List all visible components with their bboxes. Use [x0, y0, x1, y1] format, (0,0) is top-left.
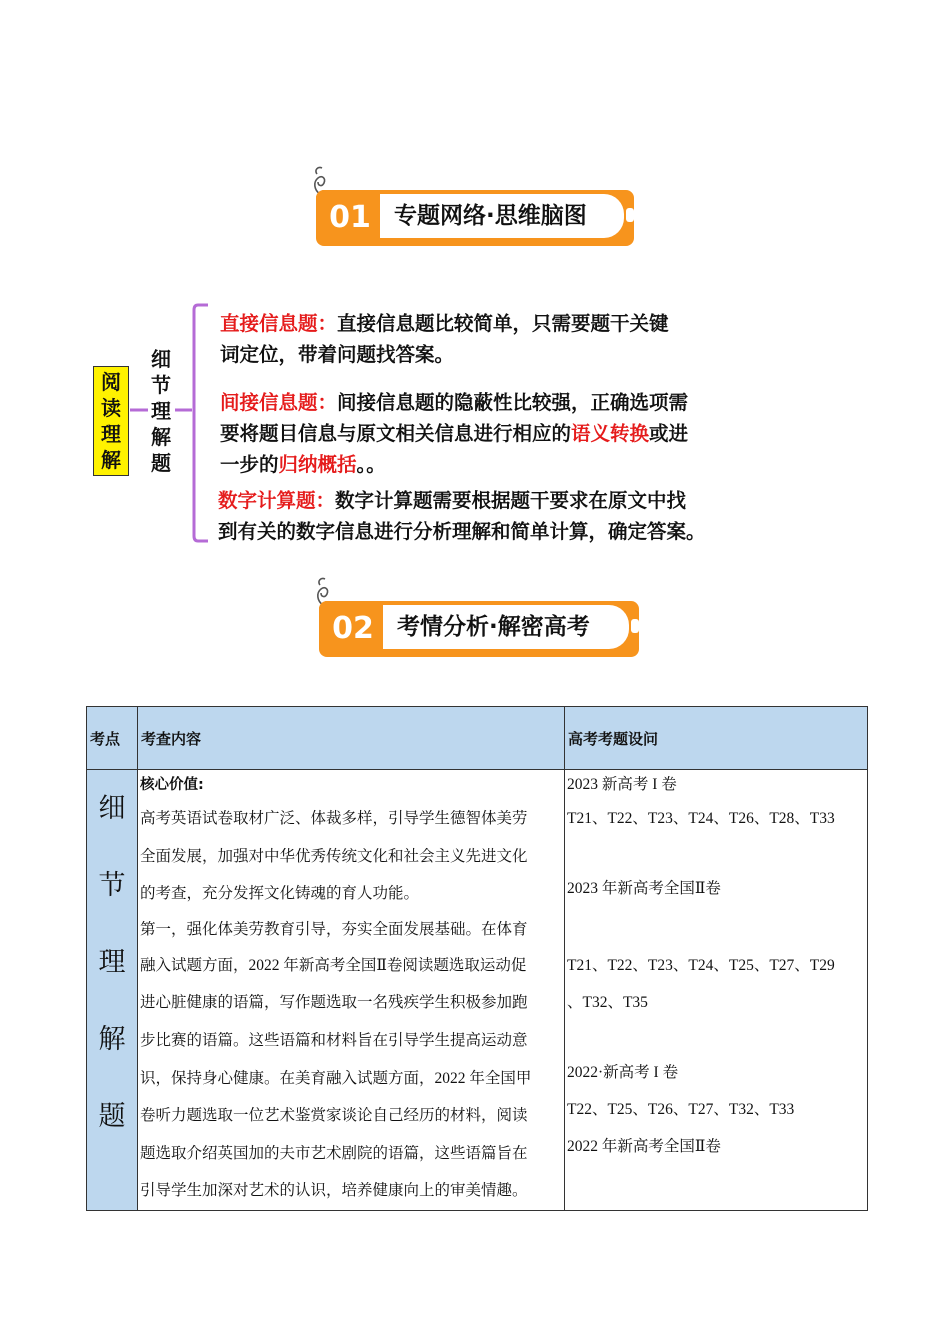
- highlight-term: 归纳概括: [278, 453, 357, 476]
- header-cell: 高考考题设问: [565, 707, 868, 770]
- section-title: 专题网络·思维脑图: [380, 194, 624, 238]
- header-cell: 考点: [87, 707, 138, 770]
- kaodian-cell: 细 节 理 解 题: [87, 770, 138, 1211]
- questions-cell: 2023 新高考 I 卷 T21、T22、T23、T24、T26、T28、T33 2023 年新高考全国Ⅱ卷 T21、T22、T23、T24、T25、T27、T29 、T32、T35 2022·新高考 I 卷 T22、T25、T26、T27、T32、T33 2022 年新高考全国Ⅱ卷: [565, 770, 868, 1211]
- mindmap-branch: 细 节 理 解 题: [151, 347, 171, 475]
- mindmap-item-direct: 直接信息题：直接信息题比较简单，只需要题干关键 词定位，带着问题找答案。: [220, 312, 669, 366]
- section-number: 02: [319, 601, 387, 653]
- mindmap-item-numeric: 数字计算题：数字计算题需要根据题干要求在原文中找 到有关的数字信息进行分析理解和简单计算，确定答案。: [218, 489, 706, 543]
- content-cell: 核心价值: 高考英语试卷取材广泛、体裁多样，引导学生德智体美劳 全面发展，加强对中华优秀传统文化和社会主义先进文化 的考查，充分发挥文化铸魂的育人功能。 第一，强化体美劳教育引导，夯实全面发展基础。在体育 融入试题方面，2022 年新高考全国Ⅱ卷阅读题选取运动促 进心脏健康的语篇，写作题选取一名残疾学生积极参加跑 步比赛的语篇。这些语篇和材料旨在引导学生提高运动意 识，保持身心健康。在美育融入试题方面，2022 年全国甲 卷听力题选取一位艺术鉴赏家谈论自己经历的材料，阅读 题选取介绍英国加的夫市艺术剧院的语篇，这些语篇旨在 引导学生加深对艺术的认识，培养健康向上的审美情趣。: [138, 770, 565, 1211]
- table-header-row: [87, 707, 868, 770]
- item-term: 直接信息题：: [220, 312, 338, 335]
- exam-analysis-table: [86, 706, 868, 1211]
- section-number: 01: [316, 190, 384, 242]
- mindmap-root: 阅 读 理 解: [93, 366, 129, 476]
- item-term: 间接信息题：: [220, 391, 338, 414]
- table-row: [87, 770, 868, 1211]
- content-title: 核心价值:: [140, 777, 204, 793]
- header-cell: 考查内容: [138, 707, 565, 770]
- section-banner-mindmap: [316, 190, 634, 246]
- mindmap-item-indirect: 间接信息题：间接信息题的隐蔽性比较强，正确选项需 要将题目信息与原文相关信息进行相应的语义转换或进 一步的归纳概括。。: [220, 391, 689, 476]
- section-title: 考情分析·解密高考: [383, 605, 629, 649]
- highlight-term: 语义转换: [571, 422, 650, 445]
- section-banner-analysis: [319, 601, 639, 657]
- item-term: 数字计算题：: [218, 489, 336, 512]
